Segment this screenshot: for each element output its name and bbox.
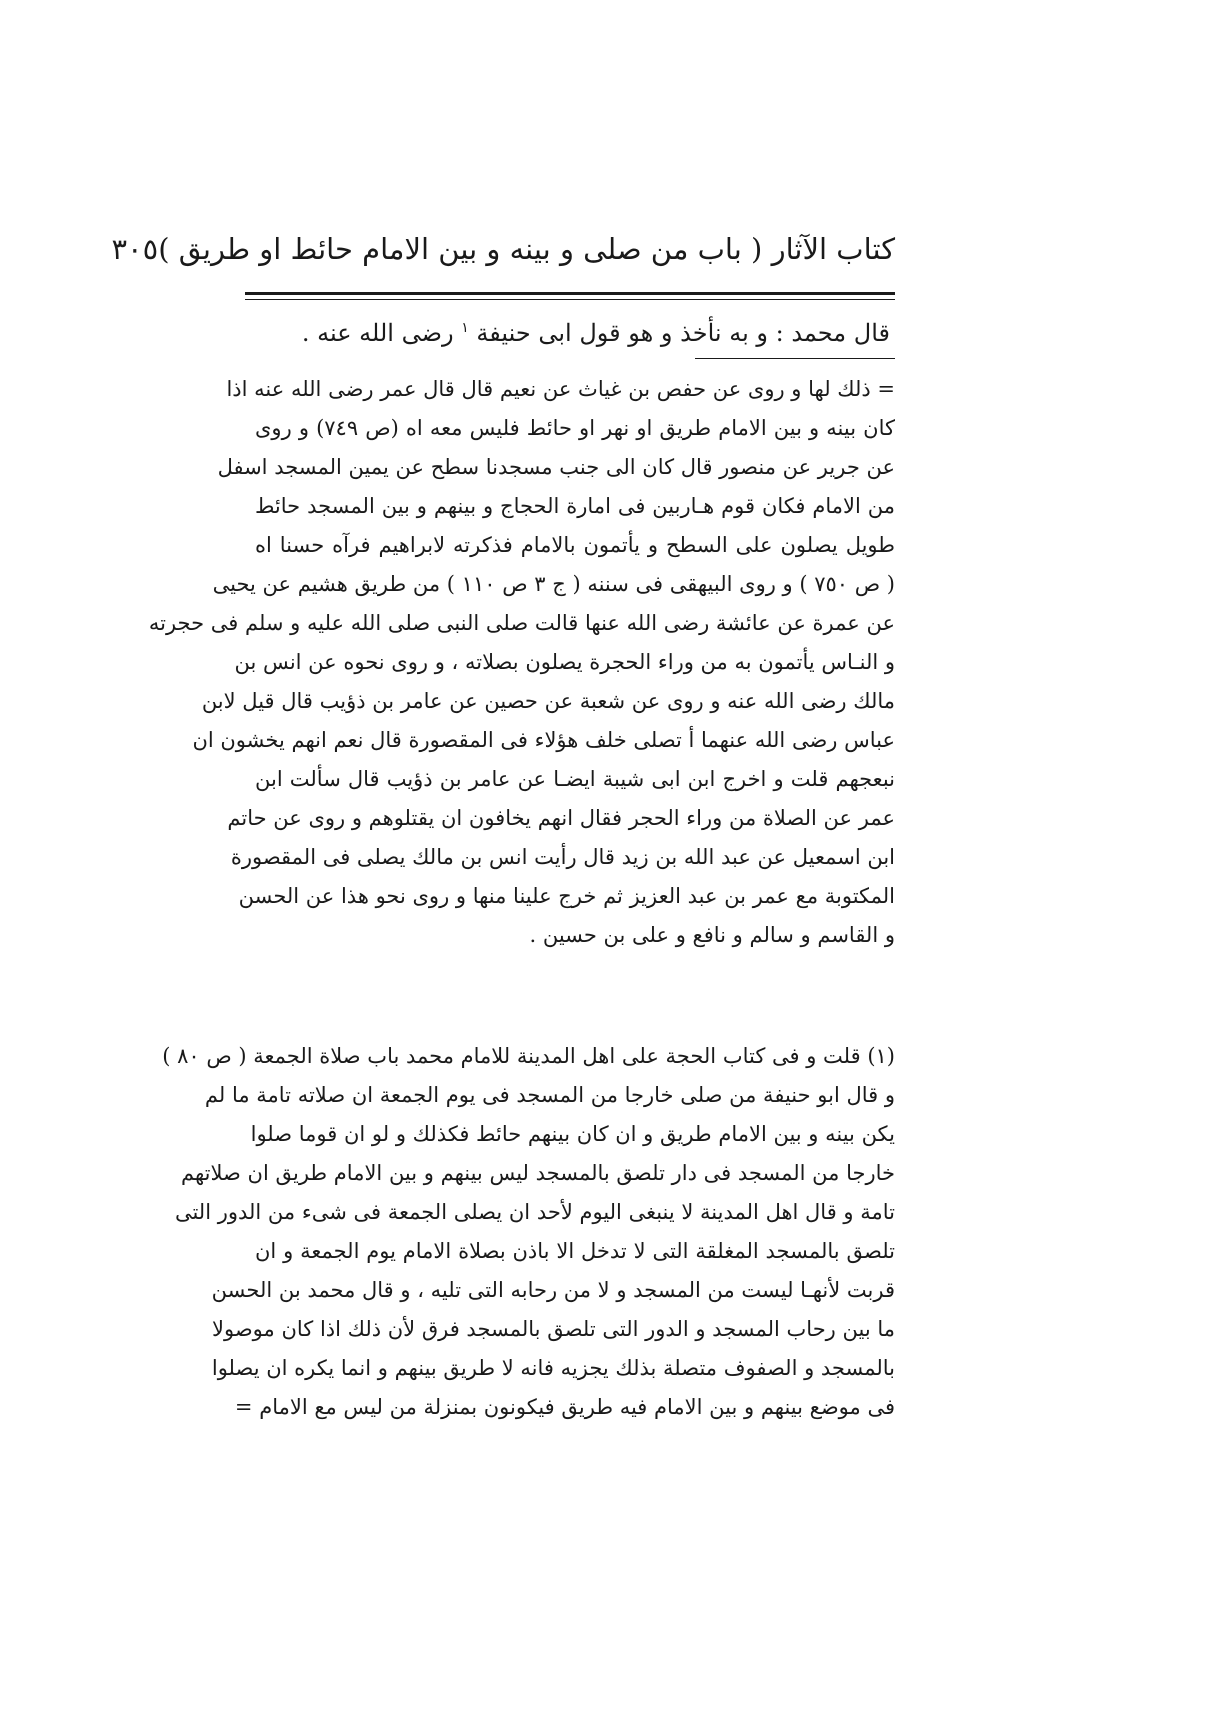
footnote-line: عن عمرة عن عائشة رضى الله عنها قالت صلى النبى صلى الله عليه و سلم فى حجرته — [148, 611, 895, 635]
footnote-line: تلصق بالمسجد المغلقة التى لا تدخل الا باذن بصلاة الامام يوم الجمعة و ان — [255, 1239, 895, 1263]
footnote-line: تامة و قال اهل المدينة لا ينبغى اليوم لأحد ان يصلى الجمعة فى شىء من الدور التى — [174, 1200, 895, 1224]
footnote-line: ( ص ٧٥٠ ) و روى البيهقى فى سننه ( ج ٣ ص ١١٠ ) من طريق هشيم عن يحيى — [212, 572, 895, 596]
footnote-line: قربت لأنهـا ليست من المسجد و لا من رحابه التى تليه ، و قال محمد بن الحسن — [211, 1278, 895, 1302]
footnote-line: فى موضع بينهم و بين الامام فيه طريق فيكونون بمنزلة من ليس مع الامام = — [234, 1395, 895, 1419]
footnote-line: نبعجهم قلت و اخرج ابن ابى شيبة ايضـا عن عامر بن ذؤيب قال سألت ابن — [255, 767, 895, 791]
footnote-line: المكتوبة مع عمر بن عبد العزيز ثم خرج علينا منها و روى نحو هذا عن الحسن — [238, 884, 895, 908]
footnote-line: يكن بينه و بين الامام طريق و ان كان بينهم حائط فكذلك و لو ان قوما صلوا — [250, 1122, 895, 1146]
header-rule-thick — [245, 292, 895, 295]
note-marker: ١ — [461, 320, 469, 336]
footnote-line: ابن اسمعيل عن عبد الله بن زيد قال رأيت انس بن مالك يصلى فى المقصورة — [230, 845, 895, 869]
header-title: كتاب الآثار ( باب من صلى و بينه و بين الامام حائط او طريق ) — [158, 232, 895, 266]
footnote-line: بالمسجد و الصفوف متصلة بذلك يجزيه فانه لا طريق بينهم و انما يكره ان يصلوا — [211, 1356, 895, 1380]
footnote-line: (١) قلت و فى كتاب الحجة على اهل المدينة للامام محمد باب صلاة الجمعة ( ص ٨٠ ) — [162, 1044, 895, 1068]
footnote-separator — [695, 358, 895, 359]
page-number: ٣٠٥ — [111, 232, 159, 266]
footnote-line: طويل يصلون على السطح و يأتمون بالامام فذكرته لابراهيم فرآه حسنا اه — [255, 533, 895, 557]
footnote-line: خارجا من المسجد فى دار تلصق بالمسجد ليس بينهم و بين الامام طريق ان صلاتهم — [181, 1161, 895, 1185]
footnote-line: عباس رضى الله عنهما أ تصلى خلف هؤلاء فى المقصورة قال نعم انهم يخشون ان — [192, 728, 895, 752]
main-text-line: قال محمد : و به نأخذ و هو قول ابی حنيفة — [476, 319, 890, 347]
footnote-continuation — [148, 370, 895, 955]
footnote-line: و النـاس يأتمون به من وراء الحجرة يصلون بصلاته ، و روى نحوه عن انس بن — [234, 650, 895, 674]
header-rule-thin — [245, 299, 895, 300]
footnote-line: = ذلك لها و روى عن حفص بن غياث عن نعيم قال قال عمر رضى الله عنه اذا — [226, 377, 895, 401]
footnote-line: و القاسم و سالم و نافع و على بن حسين . — [529, 923, 895, 947]
main-text-line-end: رضى الله عنه . — [301, 319, 454, 347]
main-text — [300, 308, 890, 353]
footnote-line: و قال ابو حنيفة من صلى خارجا من المسجد فى يوم الجمعة ان صلاته تامة ما لم — [204, 1083, 895, 1107]
page-header — [111, 232, 895, 284]
footnote-1 — [162, 1037, 895, 1427]
footnote-line: مالك رضى الله عنه و روى عن شعبة عن حصين عن عامر بن ذؤيب قال قيل لابن — [201, 689, 895, 713]
footnote-line: ما بين رحاب المسجد و الدور التى تلصق بالمسجد فرق لأن ذلك اذا كان موصولا — [212, 1317, 895, 1341]
footnote-line: كان بينه و بين الامام طريق او نهر او حائط فليس معه اه (ص ٧٤٩) و روى — [255, 416, 895, 440]
footnote-line: عمر عن الصلاة من وراء الحجر فقال انهم يخافون ان يقتلوهم و روى عن حاتم — [227, 806, 895, 830]
footnote-line: عن جرير عن منصور قال كان الى جنب مسجدنا سطح عن يمين المسجد اسفل — [217, 455, 895, 479]
footnote-line: من الامام فكان قوم هـاربين فى امارة الحجاج و بينهم و بين المسجد حائط — [255, 494, 895, 518]
